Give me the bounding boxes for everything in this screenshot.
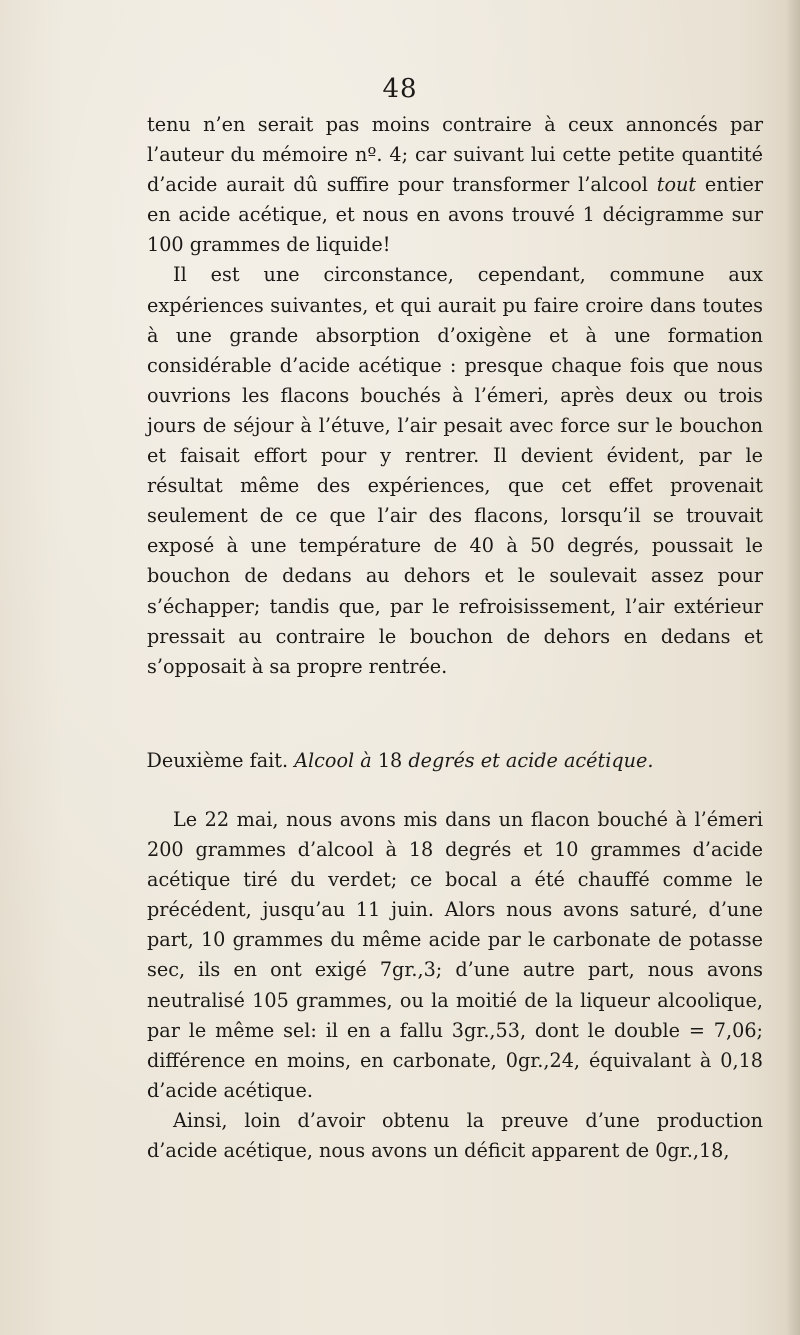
page-edge-shadow [786, 0, 800, 1335]
paragraph-1-end: entier en acide acétique, et nous en avons trouvé 1 décigramme sur 100 grammes de liquide! [147, 173, 764, 257]
subheading-number: 18 [377, 749, 403, 772]
paragraph-3: Le 22 mai, nous avons mis dans un flacon bouché à l’émeri 200 grammes d’alcool à 18 degrés et 10 grammes d’acide acétique tiré du verdet; ce bocal a été chauffé comme le précédent, jusqu’au 11 juin. Alors nous avons saturé, d’une part, 10 grammes du même acide par le carbonate de potasse sec, ils en ont exigé 7gr.,3; d’une autre part, nous avons neutralisé 105 grammes, ou la moitié de la liqueur alcoolique, par le même sel: il en a fallu 3gr.,53, dont le double = 7,06; différence en moins, en carbonate, 0gr.,24, équivalant à 0,18 d’acide acétique. [147, 808, 763, 1102]
paragraph-1 [147, 110, 763, 260]
body-text-bottom [147, 805, 763, 1166]
section-subheading [0, 748, 800, 774]
paragraph-1-italic-word: tout [656, 173, 697, 197]
paragraph-1-start: tenu n’en serait pas moins contraire à ceux annoncés par l’auteur du mémoire nº. 4; car suivant lui cette petite quantité d’acide aurait dû suffire pour transformer l’alcool [147, 113, 763, 197]
subheading-italic: Alcool à [294, 749, 372, 772]
paragraph-2: Il est une circonstance, cependant, commune aux expériences suivantes, et qui aurait pu faire croire dans toutes à une grande absorption d’oxigène et à une formation considérable d’acide acétique : presque chaque fois que nous ouvrions les flacons bouchés à l’émeri, après deux ou trois jours de séjour à l’étuve, l’air pesait avec force sur le bouchon et faisait effort pour y rentrer. Il devient évident, par le résultat même des expériences, que cet effet provenait seulement de ce que l’air des flacons, lorsqu’il se trouvait exposé à une température de 40 à 50 degrés, poussait le bouchon de dedans au dehors et le soulevait assez pour s’échapper; tandis que, par le refroisissement, l’air extérieur pressait au contraire le bouchon de dehors en dedans et s’opposait à sa propre rentrée. [147, 263, 763, 678]
subheading-prefix: Deuxième fait. [146, 749, 289, 772]
paragraph-4: Ainsi, loin d’avoir obtenu la preuve d’une production d’acide acétique, nous avons un déficit apparent de 0gr.,18, [147, 1108, 763, 1163]
subheading-italic-end: degrés et acide acétique. [408, 749, 654, 772]
body-text-top [147, 110, 763, 682]
page-number: 48 [382, 74, 418, 104]
